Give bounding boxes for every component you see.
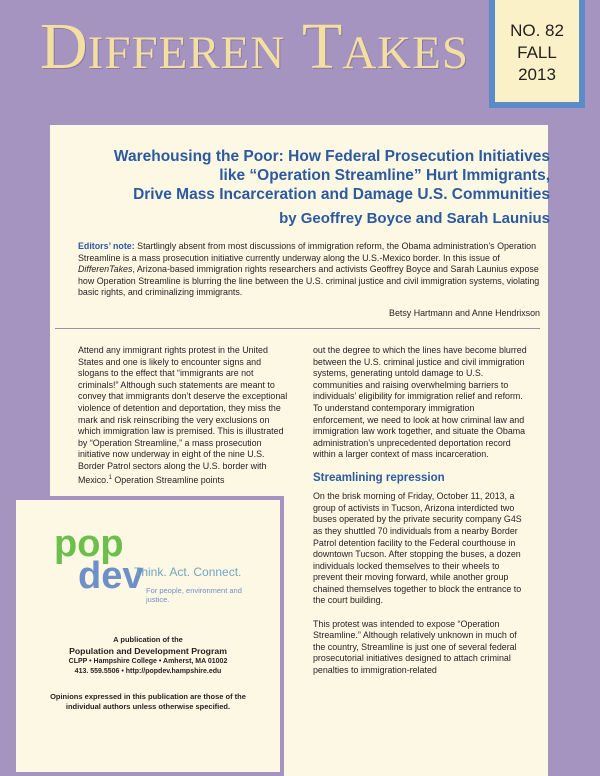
editors-note-label: Editors’ note: <box>78 241 135 251</box>
right-intro-paragraph: out the degree to which the lines have become blurred between the U.S. criminal justice and civil immigration systems, generating untold damage to U.S. communities and raising overwhelming barriers to individuals’ eligibility for immigration relief and reform. To understand contemporary immigration enforcement, we need to look at how criminal law and immigration law work together, and situate the Obama administration’s unprecedented deportation record within a larger context of mass incarceration. <box>313 345 527 460</box>
title-line-3: Drive Mass Incarceration and Damage U.S. Communities <box>133 186 550 203</box>
left-paragraph <box>78 345 292 486</box>
popdev-box <box>12 496 284 776</box>
popdev-tagline: Think. Act. Connect. <box>134 565 242 579</box>
editors-note-publication: DifferenTakes <box>78 264 133 275</box>
body-column-right <box>313 345 528 688</box>
section-paragraph-2: This protest was intended to expose “Operation Streamline.” Although relatively unknown in much of the country, Streamline is just one of several federal prosecutorial initiatives designed to attach criminal penalties to immigration-related <box>313 618 517 676</box>
masthead-rest-1: IFFEREN <box>87 27 286 79</box>
divider-rule <box>55 328 540 329</box>
masthead-initial-d: D <box>40 10 88 83</box>
title-line-1: Warehousing the Poor: How Federal Prosecution Initiatives <box>113 148 550 165</box>
title-line-2: like “Operation Streamline” Hurt Immigrants, <box>219 167 550 184</box>
popdev-logo <box>54 523 144 597</box>
publication-of: A publication of the <box>113 635 183 644</box>
logo-dev: dev <box>78 555 144 597</box>
section-paragraph-1: On the brisk morning of Friday, October 11, 2013, a group of activists in Tucson, Arizona interdicted two buses operated by the private security company G4S as they shuttled 70 individuals from a nearby Border Patrol detention facility to the Federal courthouse in downtown Tucson. After stopping the buses, a dozen individuals locked themselves to their wheels to prevent their moving forward, while another group chained themselves together to block the entrance to the court building. <box>313 491 522 606</box>
left-paragraph-text: Attend any immigrant rights protest in the United States and one is likely to encounter signs and slogans to the effect that “immigrants are not criminals!” Although such statements are meant to convey that immigrants don’t deserve the exceptional violence of detention and deportation, they miss the mark and risk reinscribing the very exclusions on which immigration law is premised. This is illustrated by “Operation Streamline,” a mass prosecution initiative now underway in eight of the nine U.S. Border Patrol sectors along the U.S. border with Mexico. <box>78 345 288 485</box>
editors-note-text-b: , Arizona-based immigration rights researchers and activists Geoffrey Boyce and Sarah Launius expose how Operation Streamline is blurring the line between the U.S. criminal justice and civil immigration systems, violating basic rights, and criminalizing immigrants. <box>78 264 540 298</box>
issue-number: NO. 82 <box>510 21 564 40</box>
footnote-mark: 1 <box>108 474 112 481</box>
program-name: Population and Development Program <box>69 646 227 656</box>
masthead-rest-2: AKES <box>342 27 470 79</box>
program-address: CLPP • Hampshire College • Amherst, MA 01002 <box>68 658 228 665</box>
body-column-left <box>78 345 292 498</box>
publication-info <box>16 634 280 677</box>
popdev-subtag: For people, environment and justice. <box>146 586 242 604</box>
masthead-word-takes <box>302 10 470 83</box>
section-heading: Streamlining repression <box>313 471 445 484</box>
issue-box <box>489 0 585 108</box>
issue-season: FALL <box>517 43 557 62</box>
opinions-disclaimer: Opinions expressed in this publication are those of the individual authors unless otherwise specified. <box>50 692 246 711</box>
logo-pop: pop <box>54 523 124 565</box>
editors-note-text-a: Startlingly absent from most discussions of immigration reform, the Obama administration’s Operation Streamline is a mass prosecution initiative currently underway along the U.S.-Mexico border. In this issue of <box>78 241 537 263</box>
left-paragraph-end: Operation Streamline points <box>111 474 225 485</box>
program-contact: 413. 559.5506 • http://popdev.hampshire.edu <box>74 668 222 675</box>
byline: by Geoffrey Boyce and Sarah Launius <box>279 210 550 227</box>
editors-signers: Betsy Hartmann and Anne Hendrixson <box>389 308 540 318</box>
editors-note <box>78 241 540 299</box>
issue-year: 2013 <box>518 65 556 84</box>
masthead-initial-t: T <box>302 10 343 83</box>
article-title <box>70 147 550 204</box>
masthead-word-differen <box>40 10 286 83</box>
